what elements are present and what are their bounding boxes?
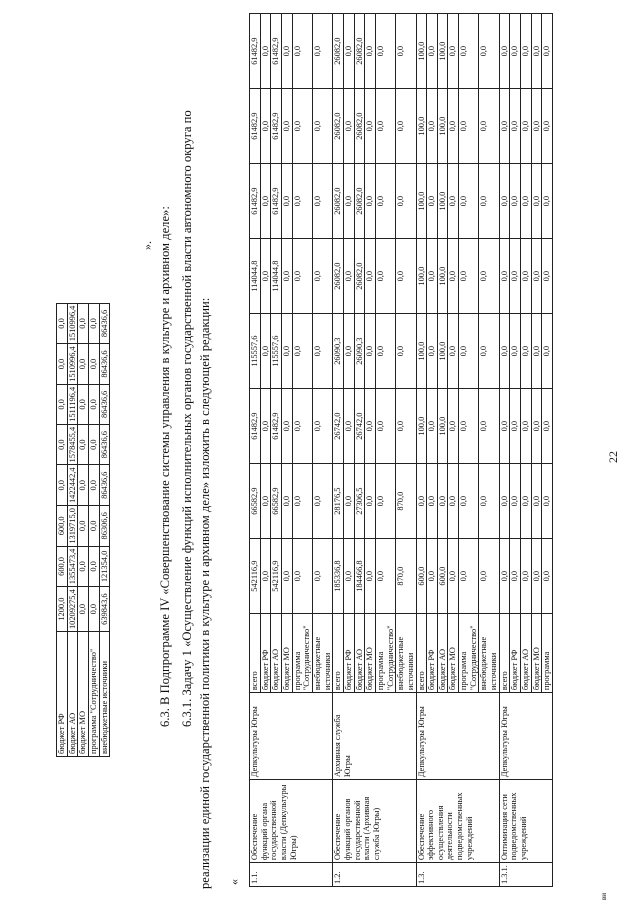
value-cell: 0,0: [459, 314, 479, 389]
value-cell: 0,0: [312, 314, 332, 389]
row-label: внебюджетные источники: [312, 614, 332, 693]
value-cell: 86436,6: [99, 303, 110, 344]
value-cell: 0,0: [281, 239, 292, 314]
value-cell: 542116,9: [271, 539, 282, 614]
value-cell: 0,0: [427, 164, 438, 239]
value-cell: 0,0: [281, 14, 292, 89]
value-cell: 0,0: [343, 14, 354, 89]
value-cell: 0,0: [416, 464, 427, 539]
value-cell: 61482,9: [250, 389, 261, 464]
main-table: [249, 13, 553, 887]
value-cell: 0,0: [343, 239, 354, 314]
value-cell: 0,0: [499, 164, 510, 239]
value-cell: 0,0: [88, 506, 99, 547]
value-cell: 0,0: [499, 89, 510, 164]
value-cell: 0,0: [292, 14, 312, 89]
value-cell: 27306,5: [354, 464, 365, 539]
value-cell: 870,0: [396, 464, 416, 539]
value-cell: 0,0: [499, 14, 510, 89]
value-cell: 0,0: [375, 14, 395, 89]
value-cell: 0,0: [521, 464, 532, 539]
heading-6-3-1-line1: 6.3.1. Задачу 1 «Осуществление функций исполнительных органов государственной власти автономного округа по: [180, 110, 194, 727]
item-name: Обеспечение функций органа государственной власти (Депкультуры Югры): [250, 780, 333, 863]
value-cell: 26082,0: [333, 14, 344, 89]
row-label: всего: [416, 614, 427, 693]
item-name: Обеспечение эффективного осуществления деятельности подведомственных учреждений: [416, 780, 499, 863]
value-cell: 0,0: [292, 164, 312, 239]
row-label: бюджет РФ: [57, 632, 68, 757]
value-cell: 26082,0: [333, 239, 344, 314]
value-cell: 114044,8: [271, 239, 282, 314]
value-cell: 0,0: [365, 389, 376, 464]
row-label: внебюджетные источники: [479, 614, 499, 693]
table-row: [88, 303, 99, 756]
value-cell: 0,0: [281, 314, 292, 389]
value-cell: 0,0: [510, 539, 521, 614]
row-label: бюджет МО: [365, 614, 376, 693]
row-label: всего: [250, 614, 261, 693]
value-cell: 26082,0: [333, 89, 344, 164]
value-cell: 0,0: [479, 389, 499, 464]
value-cell: 61482,9: [271, 389, 282, 464]
value-cell: 0,0: [281, 464, 292, 539]
value-cell: 61482,9: [271, 89, 282, 164]
item-number: 1.3.1.: [499, 863, 552, 887]
value-cell: 0,0: [281, 89, 292, 164]
value-cell: 0,0: [365, 89, 376, 164]
row-label: бюджет АО: [354, 614, 365, 693]
value-cell: 0,0: [448, 389, 459, 464]
value-cell: 100,0: [416, 164, 427, 239]
value-cell: 0,0: [459, 89, 479, 164]
row-label: внебюджетные источники: [396, 614, 416, 693]
value-cell: 0,0: [365, 14, 376, 89]
value-cell: 0,0: [448, 314, 459, 389]
value-cell: 0,0: [78, 344, 89, 385]
value-cell: 100,0: [437, 164, 448, 239]
value-cell: 61482,9: [250, 14, 261, 89]
row-label: программа "Сотрудничество": [292, 614, 312, 693]
table-row: [333, 14, 344, 887]
value-cell: 0,0: [479, 464, 499, 539]
item-number: 1.1.: [250, 863, 333, 887]
value-cell: 0,0: [499, 314, 510, 389]
value-cell: 100,0: [416, 239, 427, 314]
item-number: 1.2.: [333, 863, 416, 887]
value-cell: 0,0: [57, 303, 68, 344]
value-cell: 0,0: [88, 424, 99, 465]
value-cell: 0,0: [448, 539, 459, 614]
item-number: 1.3.: [416, 863, 499, 887]
value-cell: 0,0: [57, 344, 68, 385]
value-cell: 0,0: [499, 389, 510, 464]
value-cell: 0,0: [542, 539, 553, 614]
value-cell: 0,0: [510, 14, 521, 89]
row-label: внебюджетные источники: [99, 632, 110, 757]
value-cell: 115557,6: [271, 314, 282, 389]
row-label: бюджет РФ: [260, 614, 271, 693]
value-cell: 0,0: [396, 314, 416, 389]
value-cell: 0,0: [479, 89, 499, 164]
item-name: Обеспечение функций органов государственной власти (Архивная служба Югры): [333, 780, 416, 863]
row-label: всего: [499, 614, 510, 693]
value-cell: 0,0: [57, 424, 68, 465]
value-cell: 0,0: [260, 389, 271, 464]
value-cell: 0,0: [312, 464, 332, 539]
value-cell: 0,0: [510, 164, 521, 239]
value-cell: 0,0: [78, 384, 89, 424]
item-executor: Архивная служба Югры: [333, 693, 416, 780]
value-cell: 0,0: [365, 314, 376, 389]
value-cell: 0,0: [448, 464, 459, 539]
value-cell: 1319715,0: [67, 506, 78, 547]
value-cell: 0,0: [542, 239, 553, 314]
value-cell: 0,0: [510, 389, 521, 464]
value-cell: 600,0: [416, 539, 427, 614]
value-cell: 0,0: [88, 384, 99, 424]
row-label: бюджет АО: [271, 614, 282, 693]
value-cell: 0,0: [531, 314, 542, 389]
value-cell: 0,0: [510, 314, 521, 389]
value-cell: 114044,8: [250, 239, 261, 314]
value-cell: 0,0: [292, 539, 312, 614]
value-cell: 0,0: [427, 14, 438, 89]
value-cell: 66582,9: [271, 464, 282, 539]
row-label: бюджет РФ: [510, 614, 521, 693]
value-cell: 0,0: [375, 164, 395, 239]
table-row: [250, 14, 261, 887]
value-cell: 86436,6: [99, 344, 110, 385]
value-cell: 28176,5: [333, 464, 344, 539]
value-cell: 26090,3: [333, 314, 344, 389]
row-label: программа "Сотрудничество": [459, 614, 479, 693]
value-cell: 1200,0: [57, 587, 68, 632]
value-cell: 0,0: [448, 14, 459, 89]
value-cell: 0,0: [292, 464, 312, 539]
value-cell: 0,0: [365, 239, 376, 314]
row-label: бюджет АО: [67, 632, 78, 757]
value-cell: 0,0: [375, 389, 395, 464]
value-cell: 0,0: [459, 464, 479, 539]
value-cell: 0,0: [292, 89, 312, 164]
value-cell: 86436,6: [99, 424, 110, 465]
value-cell: 0,0: [312, 239, 332, 314]
value-cell: 0,0: [531, 239, 542, 314]
value-cell: 0,0: [260, 464, 271, 539]
value-cell: 0,0: [343, 464, 354, 539]
value-cell: 0,0: [78, 424, 89, 465]
value-cell: 0,0: [88, 546, 99, 587]
value-cell: 121354,0: [99, 546, 110, 587]
value-cell: 0,0: [459, 239, 479, 314]
value-cell: 1578455,4: [67, 424, 78, 465]
value-cell: 0,0: [88, 303, 99, 344]
page-number: 22: [606, 451, 620, 463]
row-label: всего: [333, 614, 344, 693]
closing-quote: ».: [140, 241, 154, 250]
value-cell: 0,0: [499, 464, 510, 539]
row-label: программа "Сотрудничество": [88, 632, 99, 757]
value-cell: 0,0: [396, 14, 416, 89]
value-cell: 10209275,4: [67, 587, 78, 632]
table-row: [67, 303, 78, 756]
value-cell: 0,0: [312, 14, 332, 89]
value-cell: 0,0: [365, 539, 376, 614]
value-cell: 0,0: [396, 89, 416, 164]
table-row: [416, 14, 427, 887]
value-cell: 0,0: [542, 464, 553, 539]
value-cell: 0,0: [531, 89, 542, 164]
value-cell: 0,0: [375, 314, 395, 389]
value-cell: 0,0: [521, 239, 532, 314]
value-cell: 0,0: [292, 389, 312, 464]
value-cell: 0,0: [542, 314, 553, 389]
value-cell: 0,0: [375, 89, 395, 164]
value-cell: 0,0: [57, 384, 68, 424]
value-cell: 0,0: [531, 464, 542, 539]
value-cell: 0,0: [281, 389, 292, 464]
value-cell: 0,0: [427, 89, 438, 164]
value-cell: 0,0: [312, 539, 332, 614]
value-cell: 0,0: [427, 389, 438, 464]
item-executor: Депкультуры Югры: [250, 693, 333, 780]
item-executor: Депкультуры Югры: [499, 693, 552, 780]
value-cell: 0,0: [292, 314, 312, 389]
value-cell: 0,0: [531, 539, 542, 614]
value-cell: 0,0: [427, 539, 438, 614]
value-cell: 0,0: [78, 546, 89, 587]
value-cell: 600,0: [57, 546, 68, 587]
top-table: [56, 303, 110, 757]
value-cell: 0,0: [521, 539, 532, 614]
value-cell: 0,0: [542, 89, 553, 164]
value-cell: 0,0: [531, 14, 542, 89]
value-cell: 0,0: [499, 239, 510, 314]
value-cell: 0,0: [260, 239, 271, 314]
value-cell: 1510996,4: [67, 303, 78, 344]
value-cell: 26082,0: [354, 89, 365, 164]
row-label: бюджет АО: [521, 614, 532, 693]
row-label: бюджет РФ: [343, 614, 354, 693]
value-cell: 1511196,4: [67, 384, 78, 424]
value-cell: 61482,9: [250, 89, 261, 164]
table-row: [57, 303, 68, 756]
row-label: бюджет РФ: [427, 614, 438, 693]
value-cell: 0,0: [312, 164, 332, 239]
value-cell: 0,0: [260, 164, 271, 239]
value-cell: 0,0: [427, 314, 438, 389]
value-cell: 0,0: [365, 164, 376, 239]
value-cell: 0,0: [343, 89, 354, 164]
value-cell: 0,0: [510, 239, 521, 314]
value-cell: 0,0: [260, 539, 271, 614]
value-cell: 0,0: [312, 89, 332, 164]
value-cell: 0,0: [479, 239, 499, 314]
value-cell: 0,0: [521, 314, 532, 389]
value-cell: 86436,6: [99, 384, 110, 424]
value-cell: 66582,9: [250, 464, 261, 539]
value-cell: 0,0: [57, 465, 68, 506]
value-cell: 0,0: [343, 539, 354, 614]
corner-mark: ви: [600, 892, 608, 900]
value-cell: 0,0: [531, 164, 542, 239]
value-cell: 26082,0: [354, 14, 365, 89]
value-cell: 870,0: [396, 539, 416, 614]
row-label: программа: [542, 614, 553, 693]
value-cell: 0,0: [459, 539, 479, 614]
value-cell: 0,0: [88, 465, 99, 506]
row-label: бюджет МО: [531, 614, 542, 693]
value-cell: 0,0: [78, 465, 89, 506]
value-cell: 0,0: [427, 239, 438, 314]
value-cell: 100,0: [416, 89, 427, 164]
table-row: [499, 14, 510, 887]
value-cell: 100,0: [416, 14, 427, 89]
value-cell: 0,0: [521, 389, 532, 464]
value-cell: 0,0: [521, 14, 532, 89]
value-cell: 0,0: [510, 464, 521, 539]
value-cell: 100,0: [437, 14, 448, 89]
opening-quote: «: [227, 879, 241, 885]
value-cell: 0,0: [479, 314, 499, 389]
value-cell: 0,0: [448, 164, 459, 239]
value-cell: 0,0: [499, 539, 510, 614]
value-cell: 0,0: [281, 539, 292, 614]
value-cell: 0,0: [396, 239, 416, 314]
value-cell: 100,0: [416, 314, 427, 389]
value-cell: 0,0: [531, 389, 542, 464]
value-cell: 0,0: [343, 389, 354, 464]
value-cell: 0,0: [427, 464, 438, 539]
value-cell: 0,0: [542, 14, 553, 89]
value-cell: 0,0: [365, 464, 376, 539]
value-cell: 0,0: [459, 389, 479, 464]
value-cell: 86436,6: [99, 465, 110, 506]
value-cell: 0,0: [260, 314, 271, 389]
value-cell: 0,0: [459, 14, 479, 89]
value-cell: 185336,8: [333, 539, 344, 614]
value-cell: 0,0: [542, 164, 553, 239]
heading-6-3-1-line2: реализации единой государственной политики в культуре и архивном деле» изложить в следующей редакции:: [198, 297, 212, 889]
row-label: бюджет МО: [281, 614, 292, 693]
value-cell: 26082,0: [354, 239, 365, 314]
value-cell: 0,0: [542, 389, 553, 464]
value-cell: 542116,9: [250, 539, 261, 614]
value-cell: 100,0: [416, 389, 427, 464]
value-cell: 0,0: [448, 89, 459, 164]
value-cell: 0,0: [78, 587, 89, 632]
value-cell: 115557,6: [250, 314, 261, 389]
value-cell: 184466,8: [354, 539, 365, 614]
value-cell: 100,0: [437, 389, 448, 464]
row-label: программа "Сотрудничество": [375, 614, 395, 693]
value-cell: 0,0: [281, 164, 292, 239]
item-name: Оптимизация сети подведомственных учреждений: [499, 780, 552, 863]
value-cell: 600,0: [437, 539, 448, 614]
value-cell: 0,0: [375, 464, 395, 539]
value-cell: 26090,3: [354, 314, 365, 389]
value-cell: 26742,0: [333, 389, 344, 464]
value-cell: 86306,6: [99, 506, 110, 547]
item-executor: Депкультуры Югры: [416, 693, 499, 780]
value-cell: 0,0: [510, 89, 521, 164]
value-cell: 0,0: [521, 89, 532, 164]
heading-6-3: 6.3. В Подпрограмме IV «Совершенствование системы управления в культуре и архивном деле»:: [158, 206, 172, 727]
value-cell: 26742,0: [354, 389, 365, 464]
table-row: [99, 303, 110, 756]
value-cell: 100,0: [437, 239, 448, 314]
value-cell: 61482,9: [271, 164, 282, 239]
value-cell: 0,0: [78, 303, 89, 344]
value-cell: 0,0: [292, 239, 312, 314]
value-cell: 0,0: [459, 164, 479, 239]
value-cell: 61482,9: [271, 14, 282, 89]
value-cell: 0,0: [479, 539, 499, 614]
value-cell: 0,0: [479, 14, 499, 89]
value-cell: 1422442,4: [67, 465, 78, 506]
value-cell: 0,0: [448, 239, 459, 314]
value-cell: 0,0: [375, 239, 395, 314]
value-cell: 0,0: [260, 89, 271, 164]
value-cell: 0,0: [343, 164, 354, 239]
value-cell: 100,0: [437, 89, 448, 164]
value-cell: 1355473,4: [67, 546, 78, 587]
value-cell: 0,0: [88, 344, 99, 385]
row-label: бюджет МО: [448, 614, 459, 693]
value-cell: 0,0: [437, 464, 448, 539]
value-cell: 0,0: [396, 164, 416, 239]
value-cell: 0,0: [375, 539, 395, 614]
value-cell: 0,0: [343, 314, 354, 389]
value-cell: 26082,0: [333, 164, 344, 239]
value-cell: 0,0: [312, 389, 332, 464]
value-cell: 0,0: [521, 164, 532, 239]
row-label: бюджет МО: [78, 632, 89, 757]
value-cell: 600,0: [57, 506, 68, 547]
table-row: [78, 303, 89, 756]
value-cell: 0,0: [396, 389, 416, 464]
value-cell: 0,0: [260, 14, 271, 89]
value-cell: 0,0: [479, 164, 499, 239]
value-cell: 0,0: [78, 506, 89, 547]
row-label: бюджет АО: [437, 614, 448, 693]
value-cell: 26082,0: [354, 164, 365, 239]
value-cell: 0,0: [88, 587, 99, 632]
value-cell: 100,0: [437, 314, 448, 389]
value-cell: 1510996,4: [67, 344, 78, 385]
value-cell: 61482,9: [250, 164, 261, 239]
value-cell: 639843,6: [99, 587, 110, 632]
